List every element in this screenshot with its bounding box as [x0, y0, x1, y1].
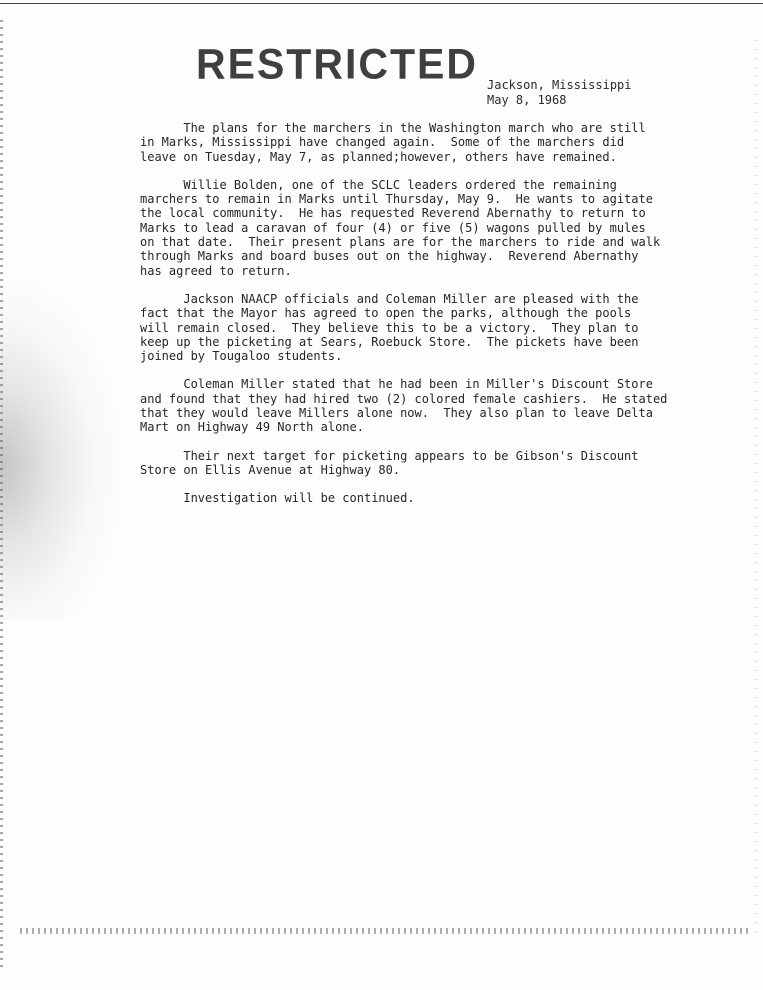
paragraph-5: Their next target for picketing appears to be Gibson's Discount Store on Ellis Avenue at Highway 80.: [140, 448, 639, 477]
paragraph-1: The plans for the marchers in the Washington march who are still in Marks, Mississippi have changed again. Some of the marchers did leave on Tuesday, May 7, as planned;however, others have remained.: [140, 121, 646, 164]
body-text: [140, 121, 680, 520]
restricted-stamp: RESTRICTED: [196, 39, 478, 89]
scan-noise-area: [0, 280, 120, 620]
location-line: Jackson, Mississippi: [487, 78, 632, 92]
top-border-line: [0, 3, 763, 4]
bottom-scan-noise: [20, 928, 750, 934]
dateline: [487, 78, 632, 108]
paragraph-6: Investigation will be continued.: [140, 491, 415, 506]
date-line: May 8, 1968: [487, 93, 567, 107]
paragraph-3: Jackson NAACP officials and Coleman Miller are pleased with the fact that the Mayor has agreed to open the parks, although the pools will remain closed. They believe this to be a victory. They plan to keep up the picketing at Sears, Roebuck Store. The pickets have been joined by Tougaloo students.: [140, 291, 639, 364]
paragraph-2: Willie Bolden, one of the SCLC leaders ordered the remaining marchers to remain in Marks until Thursday, May 9. He wants to agitate the local community. He has requested Reverend Abernathy to return to Marks to lead a caravan of four (4) or five (5) wagons pulled by mules on that date. Their present plans are for the marchers to ride and walk through Marks and board buses out on the highway. Reverend Abernathy has agreed to return.: [140, 177, 661, 278]
paragraph-4: Coleman Miller stated that he had been in Miller's Discount Store and found that they had hired two (2) colored female cashiers. He stated that they would leave Millers alone now. They also plan to leave Delta Mart on Highway 49 North alone.: [140, 377, 668, 435]
right-scan-edge: [756, 40, 757, 940]
